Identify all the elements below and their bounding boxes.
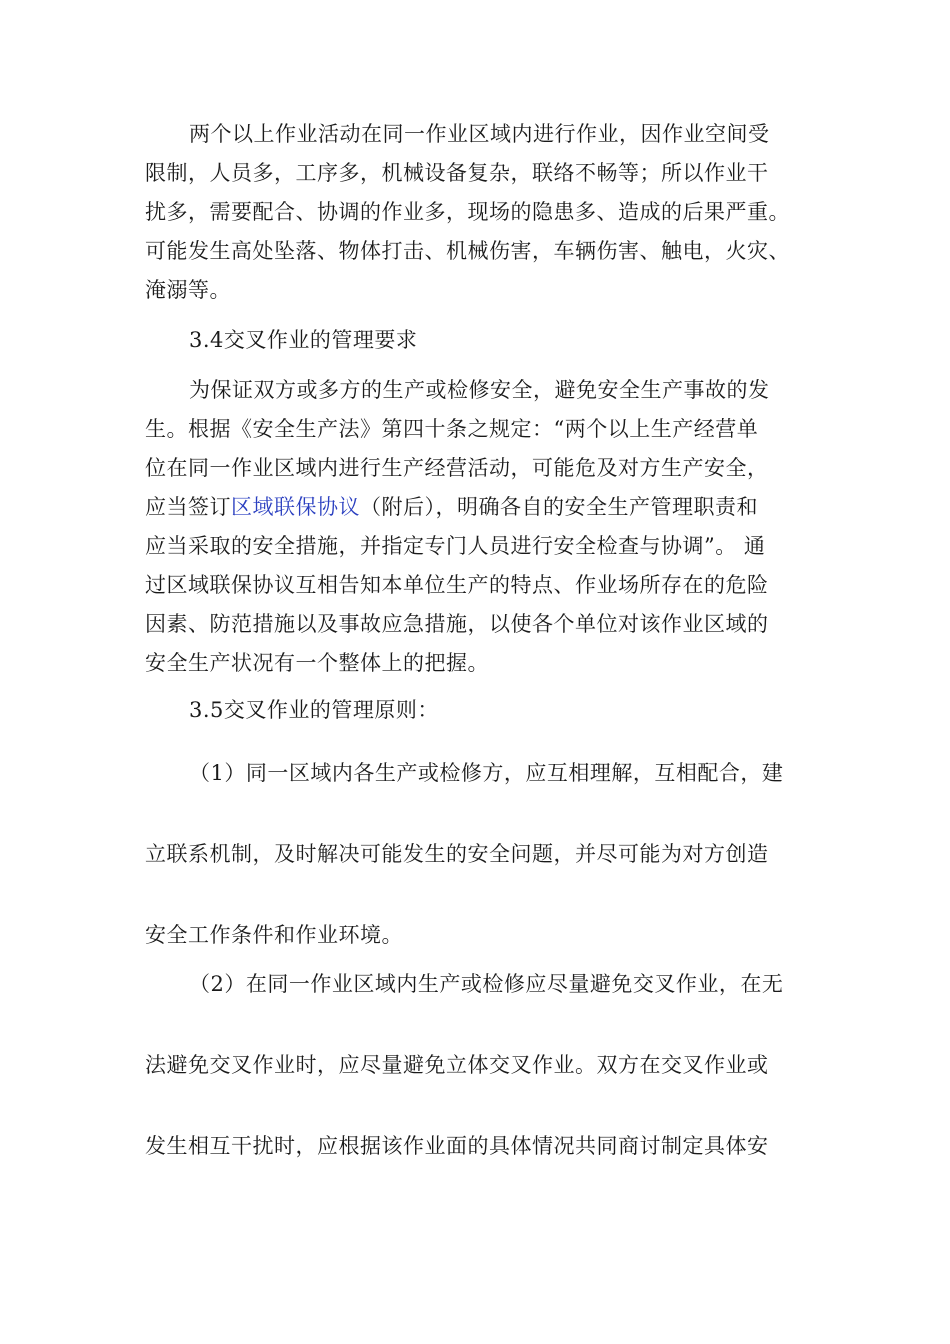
text-line: 两个以上作业活动在同一作业区域内进行作业，因作业空间受 bbox=[189, 122, 770, 146]
text-line: 安全工作条件和作业环境。 bbox=[145, 923, 403, 947]
text-line: （2）在同一作业区域内生产或检修应尽量避免交叉作业，在无 bbox=[189, 972, 784, 996]
principle-item-2 bbox=[145, 944, 825, 1187]
text-line: 立联系机制，及时解决可能发生的安全问题，并尽可能为对方创造 bbox=[145, 842, 769, 866]
text-line: 扰多，需要配合、协调的作业多，现场的隐患多、造成的后果严重。 bbox=[145, 200, 790, 224]
text-line: 发生相互干扰时，应根据该作业面的具体情况共同商讨制定具体安 bbox=[145, 1134, 769, 1158]
text-line-with-link bbox=[145, 488, 825, 527]
text-line: 淹溺等。 bbox=[145, 278, 231, 302]
text-segment: （附后），明确各自的安全生产管理职责和 bbox=[360, 495, 758, 519]
text-line: 限制，人员多，工序多，机械设备复杂，联络不畅等；所以作业干 bbox=[145, 161, 769, 185]
text-line: 生。根据《安全生产法》第四十条之规定：“两个以上生产经营单 bbox=[145, 417, 759, 441]
text-line: 位在同一作业区域内进行生产经营活动，可能危及对方生产安全， bbox=[145, 456, 769, 480]
text-line: 为保证双方或多方的生产或检修安全，避免安全生产事故的发 bbox=[189, 378, 770, 402]
text-line: 安全生产状况有一个整体上的把握。 bbox=[145, 651, 489, 675]
text-line: 法避免交叉作业时，应尽量避免立体交叉作业。双方在交叉作业或 bbox=[145, 1053, 769, 1077]
text-line: 过区域联保协议互相告知本单位生产的特点、作业场所存在的危险 bbox=[145, 573, 769, 597]
regional-joint-protection-agreement-link[interactable]: 区域联保协议 bbox=[231, 495, 360, 519]
text-line: 因素、防范措施以及事故应急措施，以使各个单位对该作业区域的 bbox=[145, 612, 769, 636]
section-heading-3-4 bbox=[145, 321, 825, 360]
heading-text: 3.4交叉作业的管理要求 bbox=[189, 328, 418, 352]
text-line: （1）同一区域内各生产或检修方，应互相理解，互相配合，建 bbox=[189, 761, 784, 785]
text-segment: 应当签订 bbox=[145, 495, 231, 519]
paragraph-management-requirements bbox=[145, 371, 825, 683]
paragraph-cross-work-risks bbox=[145, 115, 825, 310]
text-line: 应当采取的安全措施，并指定专门人员进行安全检查与协调”。 通 bbox=[145, 534, 766, 558]
text-line: 可能发生高处坠落、物体打击、机械伤害，车辆伤害、触电，火灾、 bbox=[145, 239, 790, 263]
section-heading-3-5 bbox=[145, 691, 825, 730]
heading-text: 3.5交叉作业的管理原则： bbox=[189, 698, 439, 722]
principle-item-1 bbox=[145, 733, 825, 976]
